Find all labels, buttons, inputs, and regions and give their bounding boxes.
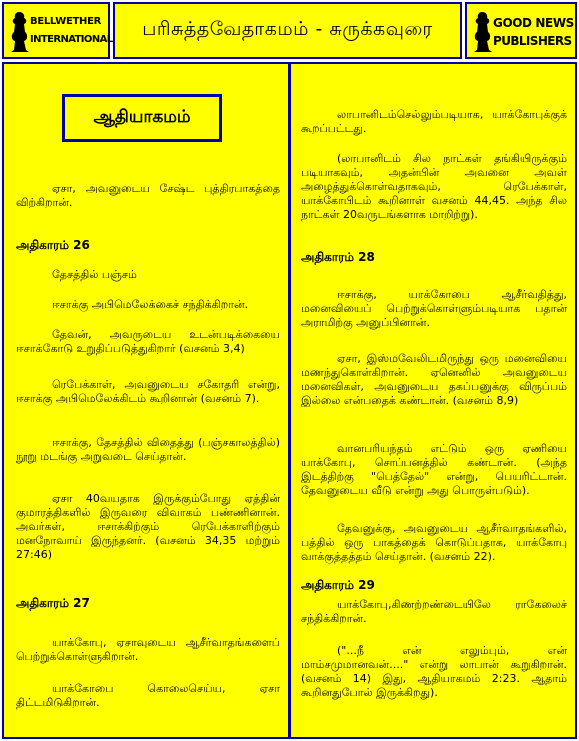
book-title-box: [62, 94, 222, 142]
logo-line1: GOOD NEWS: [493, 16, 574, 30]
book-title: ஆதியாகமம்: [93, 107, 191, 127]
paragraph: ரெபேக்காள், அவனுடைய சகோதரி என்று, ஈசாக்கு அபிமெலேக்கிடம் கூறினான் (வசனம் 7).: [16, 378, 280, 405]
good-news-logo: [471, 10, 574, 54]
left-column: [2, 62, 290, 739]
paragraph: ஈசாக்கு, தேசத்தில் விதைத்து (பஞ்சகாலத்தில்) நூறு மடங்கு அறுவடை செய்தான்.: [16, 436, 280, 463]
paragraph: ஈசாக்கு, யாக்கோபை ஆசீர்வதித்து, மனைவியைப் பெற்றுக்கொள்ளும்படியாக பதான் அராமிற்கு அனுப்பினான்.: [301, 288, 567, 329]
right-column: [289, 62, 577, 739]
ram-figure-icon: [8, 10, 30, 54]
chapter-heading-27: அதிகாரம் 27: [16, 596, 90, 610]
logo-line2: PUBLISHERS: [493, 34, 572, 48]
paragraph: ஈசாக்கு அபிமெலேக்கைச் சந்திக்கிறான்.: [52, 298, 249, 311]
paragraph: யாக்கோபு, ஏசாவுடைய ஆசீர்வாதங்களைப் பெற்றுக்கொள்ளுகிறான்.: [16, 636, 280, 663]
figure-icon: [471, 10, 493, 54]
paragraph: ஏசா 40வயதாக இருக்கும்போது ஏத்தின் குமாரத்திகளில் இருவரை விவாகம் பண்ணினான். அவர்கள், ஈசாக்கிற்கும் ரெபேக்காளிற்கும் மனநோவாய் இருந்தனர். (வசனம் 34,35 மற்றும் 27:46): [16, 492, 280, 561]
chapter-heading-29: அதிகாரம் 29: [301, 578, 375, 592]
paragraph: யாக்கோபை கொலைசெய்ய, ஏசா திட்டமிடுகிறான்.: [16, 682, 280, 709]
header-right-logo-box: [465, 2, 577, 59]
page-title: பரிசுத்தவேதாகமம் - சுருக்கவுரை: [142, 18, 433, 40]
paragraph: (லாபானிடம் சில நாட்கள் தங்கியிருக்கும் படியாகவும், அதன்பின் அவனை அவள் அழைத்துக்கொள்வதாகவும், ரெபேக்காள், யாக்கோபிடம் கூறினாள் வசனம் 44,45. அந்த சில நாட்கள் 20வருடங்களாக மாறிற்று).: [301, 152, 567, 221]
bellwether-logo: [8, 10, 113, 54]
chapter-heading-28: அதிகாரம் 28: [301, 250, 375, 264]
logo-line1: BELLWETHER: [30, 16, 102, 27]
chapter-heading-26: அதிகாரம் 26: [16, 238, 90, 252]
paragraph: யாக்கோபு,கிணற்றண்டையிலே ராகேலைச் சந்திக்கிறான்.: [301, 598, 567, 625]
paragraph: வானபரியந்தம் எட்டும் ஒரு ஏணியை யாக்கோபு, சொப்பனத்தில் கண்டான். (அந்த இடத்திற்கு "பெத்தேல்" என்று, பெயரிட்டான். தேவனுடைய வீடு என்று அது பொருள்படும்).: [301, 442, 567, 497]
logo-line2: INTERNATIONAL: [30, 34, 113, 45]
paragraph: லாபானிடம்செல்லும்படியாக, யாக்கோபுக்குக் கூறப்பட்டது.: [301, 108, 567, 135]
paragraph: தேவனுக்கு, அவனுடைய ஆசீர்வாதங்களில், பத்தில் ஒரு பாகத்தைக் கொடுப்பதாக, யாக்கோபு வாக்குத்தத்தம் செய்தான். (வசனம் 22).: [301, 522, 567, 563]
paragraph: ஏசா, அவனுடைய சேஷ்ட புத்திரபாகத்தை விற்கிறான்.: [16, 182, 280, 209]
header-left-logo-box: [2, 2, 113, 59]
paragraph: தேவன், அவருடைய உடன்படிக்கையை ஈசாக்கோடு உறுதிப்படுத்துகிறார் (வசனம் 3,4): [16, 328, 280, 355]
paragraph: ஏசா, இஸ்மவேலிடமிருந்து ஒரு மனைவியை மணந்துகொள்கிறான். ஏனெனில் அவனுடைய மனைவிகள், அவனுடைய தகப்பனுக்கு விருப்பம் இல்லை என்பதைக் கண்டான். (வசனம் 8,9): [301, 352, 567, 407]
paragraph: தேசத்தில் பஞ்சம்: [52, 268, 137, 281]
paragraph: ("...நீ என் எலும்பும், என் மாம்சமுமானவன்...." என்று லாபான் கூறுகிறான். (வசனம் 14) இது, ஆதியாகமம் 2:23. ஆதாம் கூறினதுபோல் இருக்கிறது).: [301, 644, 567, 699]
header-title-box: [113, 2, 462, 59]
